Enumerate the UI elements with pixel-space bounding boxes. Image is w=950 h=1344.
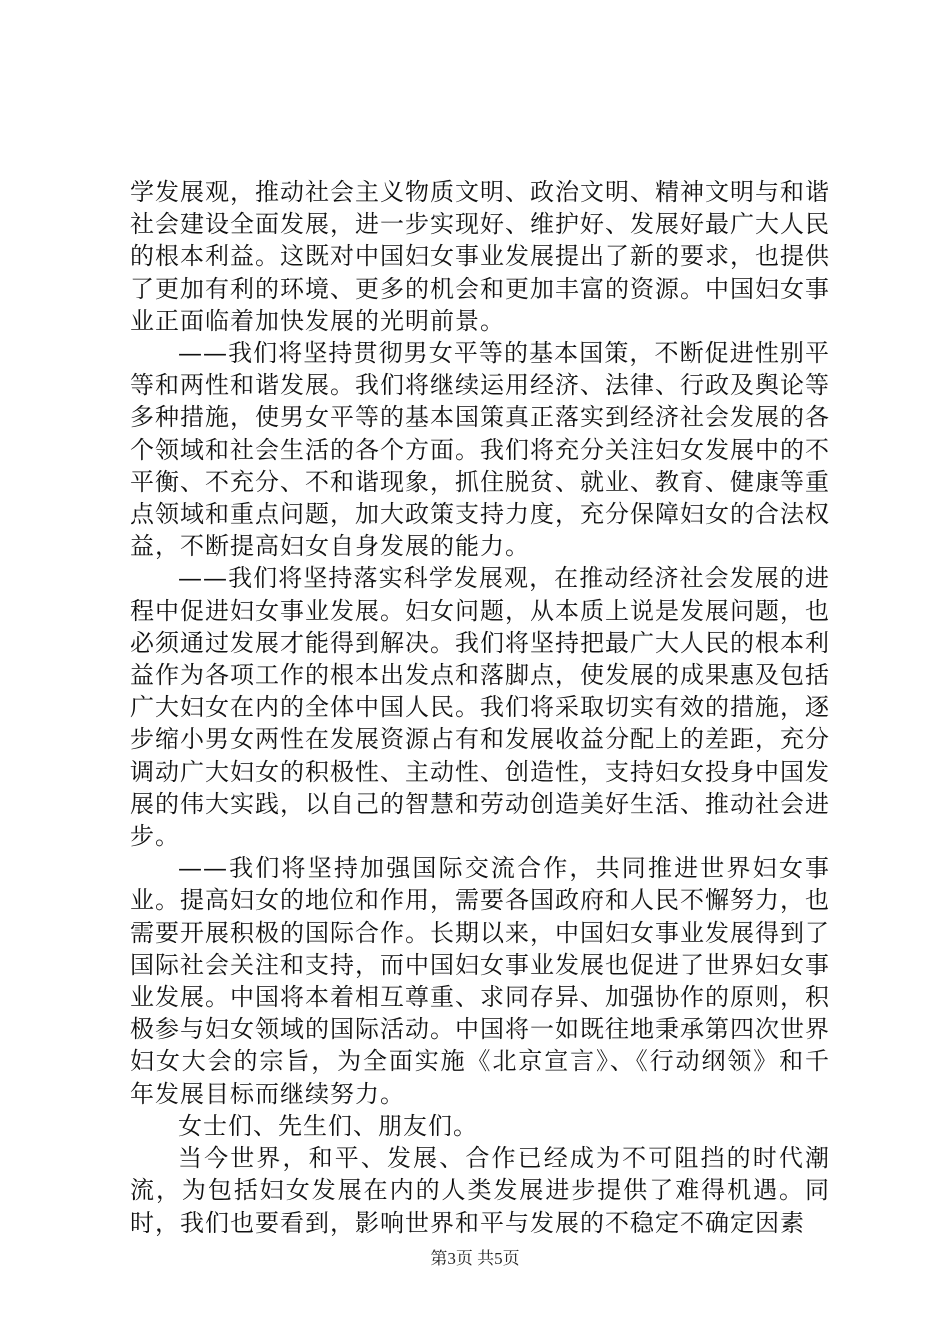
paragraph-gender-equality: ——我们将坚持贯彻男女平等的基本国策，不断促进性别平等和两性和谐发展。我们将继续运用经济、法律、行政及舆论等多种措施，使男女平等的基本国策真正落实到经济社会发展的各个领域和社会生活的各个方面。我们将充分关注妇女发展中的不平衡、不充分、不和谐现象，抓住脱贫、就业、教育、健康等重点领域和重点问题，加大政策支持力度，充分保障妇女的合法权益，不断提高妇女自身发展的能力。 xyxy=(130,339,830,561)
paragraph-scientific-development: ——我们将坚持落实科学发展观，在推动经济社会发展的进程中促进妇女事业发展。妇女问题，从本质上说是发展问题，也必须通过发展才能得到解决。我们将坚持把最广大人民的根本利益作为各项工作的根本出发点和落脚点，使发展的成果惠及包括广大妇女在内的全体中国人民。我们将采取切实有效的措施，逐步缩小男女两性在发展资源占有和发展收益分配上的差距，充分调动广大妇女的积极性、主动性、创造性，支持妇女投身中国发展的伟大实践，以自己的智慧和劳动创造美好生活、推动社会进步。 xyxy=(130,564,830,851)
paragraph-international-cooperation: ——我们将坚持加强国际交流合作，共同推进世界妇女事业。提高妇女的地位和作用，需要各国政府和人民不懈努力，也需要开展积极的国际合作。长期以来，中国妇女事业发展得到了国际社会关注和支持，而中国妇女事业发展也促进了世界妇女事业发展。中国将本着相互尊重、求同存异、加强协作的原则，积极参与妇女领域的国际活动。中国将一如既往地秉承第四次世界妇女大会的宗旨，为全面实施《北京宣言》、《行动纲领》和千年发展目标而继续努力。 xyxy=(130,854,830,1108)
paragraph-continuation: 学发展观，推动社会主义物质文明、政治文明、精神文明与和谐社会建设全面发展，进一步实现好、维护好、发展好最广大人民的根本利益。这既对中国妇女事业发展提出了新的要求，也提供了更加有利的环境、更多的机会和更加丰富的资源。中国妇女事业正面临着加快发展的光明前景。 xyxy=(130,178,830,335)
page-number-footer: 第3页 共5页 xyxy=(430,1249,520,1268)
document-body xyxy=(130,176,830,1239)
paragraph-salutation: 女士们、先生们、朋友们。 xyxy=(178,1111,478,1140)
paragraph-world-situation: 当今世界，和平、发展、合作已经成为不可阻挡的时代潮流，为包括妇女发展在内的人类发展进步提供了难得机遇。同时，我们也要看到，影响世界和平与发展的不稳定不确定因素 xyxy=(130,1144,830,1237)
